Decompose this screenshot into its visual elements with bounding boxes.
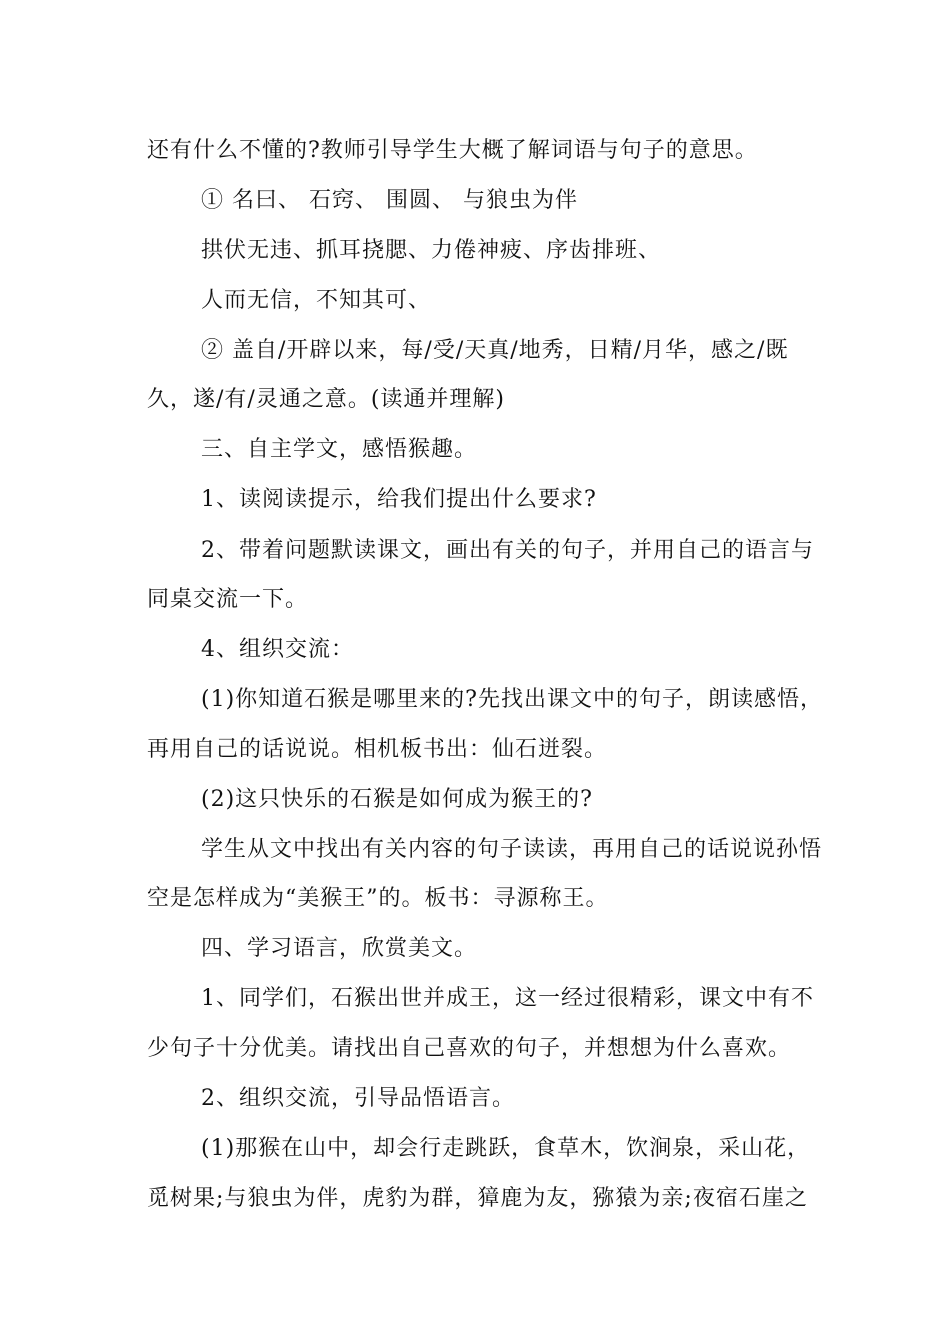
text-line: 2、组织交流，引导品悟语言。 — [201, 1086, 515, 1111]
text-line: ① 名曰、 石窍、 围圆、 与狼虫为伴 — [201, 188, 578, 213]
text-line: 同桌交流一下。 — [147, 587, 309, 612]
text-line: 拱伏无违、抓耳挠腮、力倦神疲、序齿排班、 — [201, 238, 662, 263]
text-line: (1)你知道石猴是哪里来的?先找出课文中的句子，朗读感悟， — [201, 687, 823, 712]
text-line: 还有什么不懂的?教师引导学生大概了解词语与句子的意思。 — [147, 138, 758, 163]
text-line: 四、学习语言，欣赏美文。 — [201, 936, 478, 961]
text-line: 4、组织交流： — [201, 637, 354, 662]
text-line: (1)那猴在山中，却会行走跳跃，食草木，饮涧泉，采山花， — [201, 1136, 811, 1161]
text-line: 久，遂/有/灵通之意。(读通并理解) — [147, 387, 505, 412]
text-line: 1、同学们，石猴出世并成王，这一经过很精彩，课文中有不 — [201, 986, 814, 1011]
text-line: 空是怎样成为“美猴王”的。板书：寻源称王。 — [147, 886, 609, 911]
text-line: (2)这只快乐的石猴是如何成为猴王的? — [201, 787, 593, 812]
text-line: 学生从文中找出有关内容的句子读读，再用自己的话说说孙悟 — [201, 837, 823, 862]
text-line: 三、自主学文，感悟猴趣。 — [201, 437, 478, 462]
text-line: 2、带着问题默读课文，画出有关的句子，并用自己的语言与 — [201, 538, 814, 563]
text-line: 人而无信，不知其可、 — [201, 288, 432, 313]
text-line: 少句子十分优美。请找出自己喜欢的句子，并想想为什么喜欢。 — [147, 1036, 792, 1061]
text-line: 觅树果;与狼虫为伴，虎豹为群，獐鹿为友，猕猿为亲;夜宿石崖之 — [147, 1186, 808, 1211]
text-line: 再用自己的话说说。相机板书出：仙石迸裂。 — [147, 737, 608, 762]
text-line: 1、读阅读提示，给我们提出什么要求? — [201, 487, 597, 512]
text-line: ② 盖自/开辟以来，每/受/天真/地秀，日精/月华，感之/既 — [201, 338, 789, 363]
